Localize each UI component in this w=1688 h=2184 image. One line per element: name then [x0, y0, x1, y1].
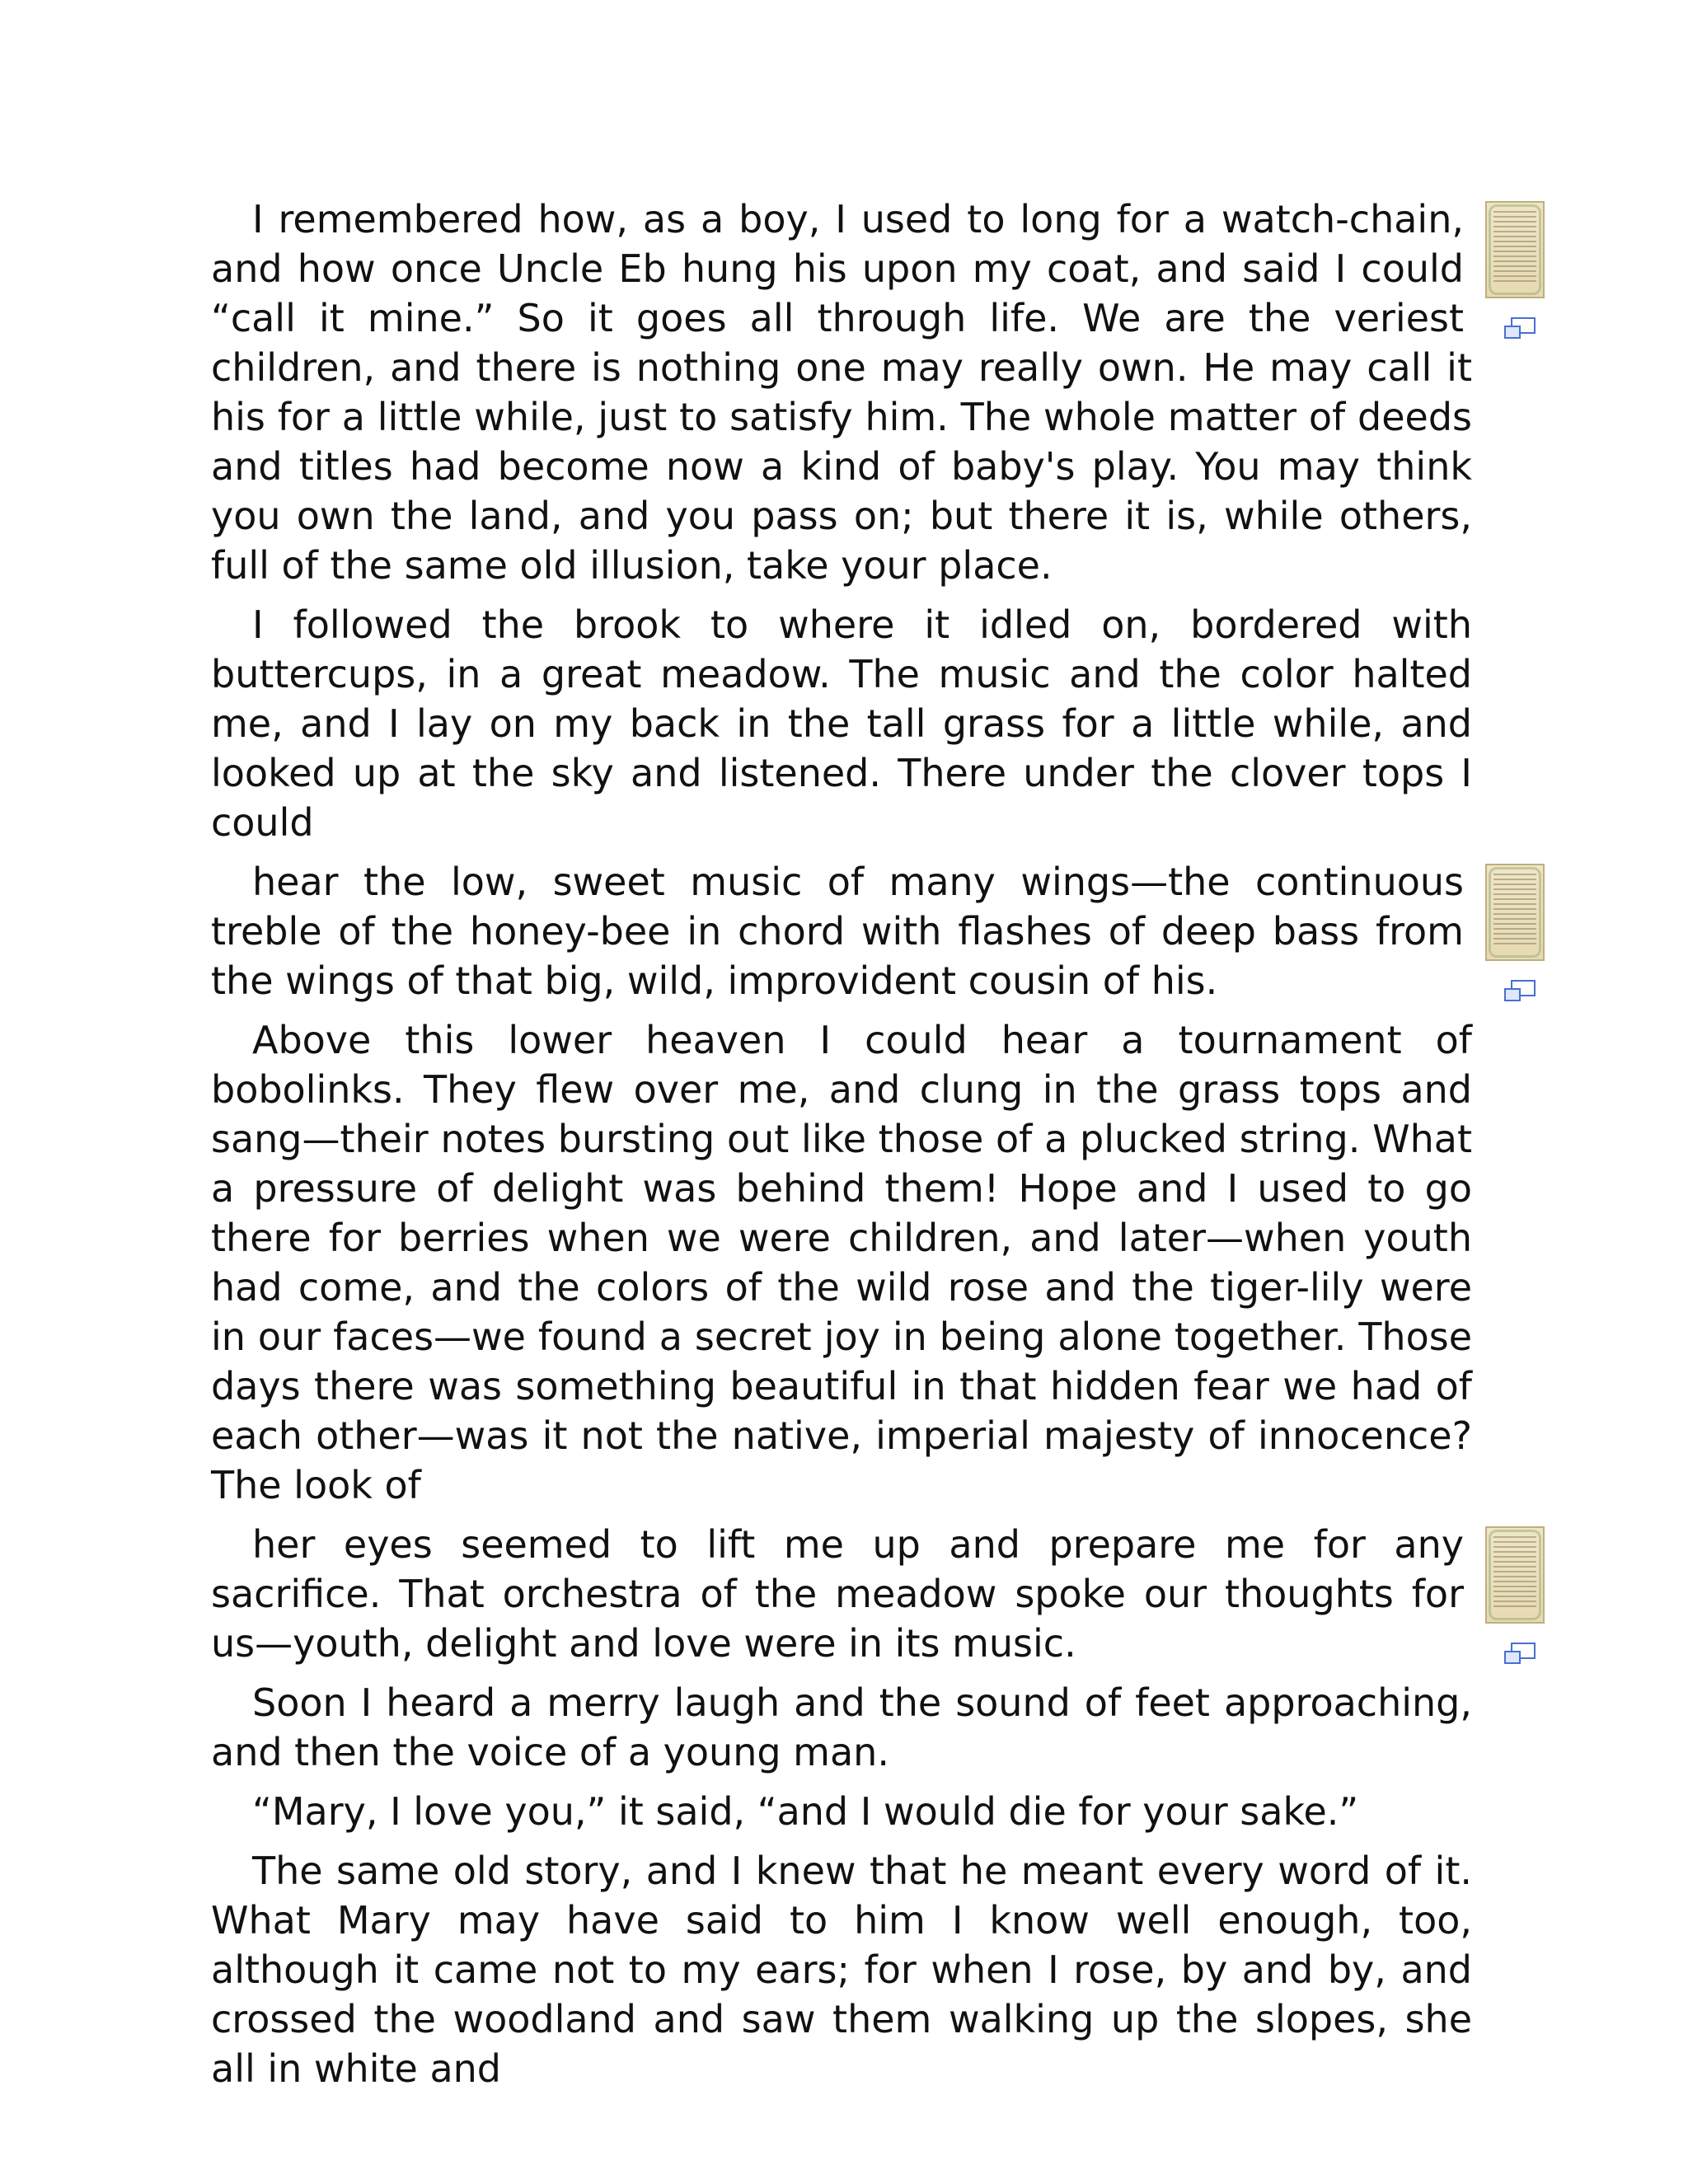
paragraph-text: Soon I heard a merry laugh and the sound of feet approaching, and then the voice of a young man. [211, 1680, 1472, 1774]
page-scan-thumbnail[interactable] [1485, 864, 1545, 961]
paragraph-text: Above this lower heaven I could hear a tournament of bobolinks. They flew over me, and clung in the grass tops and sang—their notes bursting out like those of a plucked string. What a pressure of delight was behind them! Hope and I used to go there for berries when we were children, and later—when youth had come, and the colors of the wild rose and the tiger-lily were in our faces—we found a secret joy in being alone together. Those days there was something beautiful in that hidden fear we had of each other—was it not the native, imperial majesty of innocence? The look of [211, 1018, 1472, 1507]
text-column [211, 194, 1472, 2103]
paragraph-6 [211, 1678, 1472, 1777]
paragraph-8 [211, 1846, 1472, 2093]
expand-view-icon[interactable] [1503, 1642, 1536, 1666]
thumbnail-group-3 [1474, 1523, 1540, 1668]
paragraph-2 [211, 600, 1472, 847]
paragraph-7 [211, 1787, 1472, 1836]
thumbnail-group-1 [1474, 198, 1540, 343]
page-scan-thumbnail[interactable] [1485, 201, 1545, 298]
paragraph-text: “Mary, I love you,” it said, “and I would die for your sake.” [252, 1789, 1359, 1834]
paragraph-text: The same old story, and I knew that he meant every word of it. What Mary may have said to him I know well enough, too, although it came not to my ears; for when I rose, by and by, and crossed the woodland and saw them walking up the slopes, she all in white and [211, 1849, 1472, 2091]
paragraph-text: I remembered how, as a boy, I used to long for a watch-chain, and how once Uncle Eb hung his upon my coat, and said I could “call it mine.” So it goes all through life. We are the veriest children, and there is nothing one may really own. He may call it his for a little while, just to satisfy him. The whole matter of deeds and titles had become now a kind of baby's play. You may think you own the land, and you pass on; but there it is, while others, full of the same old illusion, take your place. [211, 197, 1472, 588]
paragraph-4 [211, 1015, 1472, 1510]
paragraph-text: hear the low, sweet music of many wings—the continuous treble of the honey-bee in chord with flashes of deep bass from the wings of that big, wild, improvident cousin of his. [211, 860, 1464, 1003]
paragraph-text: I followed the brook to where it idled on, bordered with buttercups, in a great meadow. The music and the color halted me, and I lay on my back in the tall grass for a little while, and looked up at the sky and listened. There under the clover tops I could [211, 602, 1472, 845]
page-scan-thumbnail[interactable] [1485, 1526, 1545, 1624]
expand-view-icon[interactable] [1503, 316, 1536, 341]
paragraph-3 [211, 857, 1472, 1005]
paragraph-1 [211, 194, 1472, 590]
paragraph-text: her eyes seemed to lift me up and prepare me for any sacrifice. That orchestra of the meadow spoke our thoughts for us—youth, delight and love were in its music. [211, 1522, 1464, 1666]
thumbnail-group-2 [1474, 860, 1540, 1005]
expand-view-icon[interactable] [1503, 979, 1536, 1004]
paragraph-5 [211, 1520, 1472, 1668]
